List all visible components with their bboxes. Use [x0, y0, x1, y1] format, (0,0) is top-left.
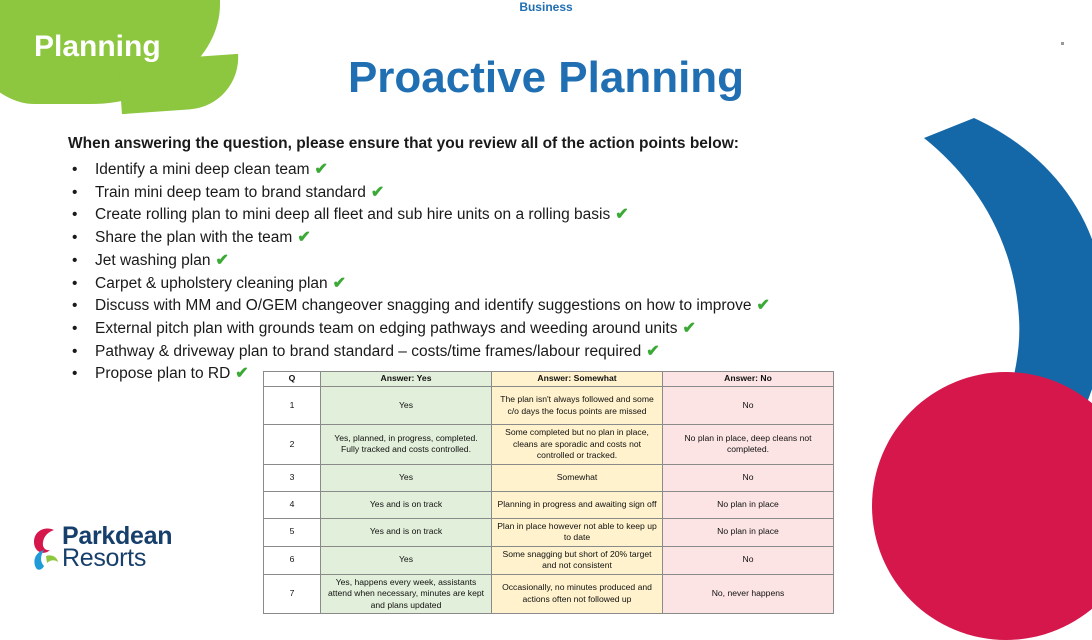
table-row — [264, 574, 834, 614]
table-cell-yes: Yes, happens every week, assistants attend when necessary, minutes are kept and plans updated — [321, 574, 492, 614]
table-cell-yes: Yes — [321, 546, 492, 574]
answers-table — [263, 371, 834, 614]
table-cell-q: 4 — [264, 491, 321, 518]
table-row — [264, 546, 834, 574]
table-row — [264, 518, 834, 546]
action-point-item — [68, 318, 948, 341]
action-point-text: Jet washing plan — [95, 251, 211, 269]
action-point-item — [68, 295, 948, 318]
table-row — [264, 464, 834, 491]
action-point-text: Carpet & upholstery cleaning plan — [95, 274, 328, 292]
planning-badge-label: Planning — [34, 30, 161, 63]
table-cell-q: 1 — [264, 387, 321, 425]
table-cell-no: No, never happens — [663, 574, 834, 614]
check-icon: ✔ — [332, 274, 347, 292]
logo-line-2: Resorts — [62, 544, 147, 572]
table-cell-q: 3 — [264, 464, 321, 491]
table-cell-somewhat: Some completed but no plan in place, cleans are sporadic and costs not controlled or tracked. — [492, 425, 663, 465]
table-cell-yes: Yes — [321, 464, 492, 491]
table-header-row — [264, 372, 834, 387]
action-point-item — [68, 273, 948, 296]
table-cell-no: No plan in place — [663, 518, 834, 546]
action-point-text: Train mini deep team to brand standard — [95, 183, 366, 201]
table-cell-q: 6 — [264, 546, 321, 574]
table-row — [264, 491, 834, 518]
table-cell-somewhat: Somewhat — [492, 464, 663, 491]
action-points-list — [68, 159, 948, 386]
check-icon: ✔ — [235, 365, 249, 383]
answers-table-wrap — [263, 371, 833, 614]
check-icon: ✔ — [682, 319, 696, 337]
table-header-q: Q — [264, 372, 321, 387]
table-cell-somewhat: The plan isn't always followed and some c/o days the focus points are missed — [492, 387, 663, 425]
check-icon: ✔ — [615, 206, 629, 224]
table-row — [264, 387, 834, 425]
kicker-text: Business — [519, 0, 573, 14]
content-area — [68, 135, 948, 386]
table-cell-no: No plan in place, deep cleans not completed. — [663, 425, 834, 465]
decorative-dot — [1061, 42, 1064, 45]
table-cell-no: No — [663, 387, 834, 425]
table-cell-somewhat: Plan in place however not able to keep up to date — [492, 518, 663, 546]
pink-circle-shape — [872, 372, 1092, 640]
action-point-text: Discuss with MM and O/GEM changeover snagging and identify suggestions on how to improve — [95, 297, 752, 315]
table-cell-no: No — [663, 464, 834, 491]
table-cell-somewhat: Planning in progress and awaiting sign off — [492, 491, 663, 518]
action-point-text: Share the plan with the team — [95, 229, 293, 247]
table-cell-q: 5 — [264, 518, 321, 546]
table-header-no: Answer: No — [663, 372, 834, 387]
check-icon: ✔ — [756, 297, 770, 315]
check-icon: ✔ — [297, 229, 311, 247]
table-cell-yes: Yes and is on track — [321, 491, 492, 518]
logo-wordmark — [62, 524, 172, 571]
check-icon: ✔ — [370, 183, 385, 201]
table-cell-somewhat: Some snagging but short of 20% target and not consistent — [492, 546, 663, 574]
action-point-text: Create rolling plan to mini deep all fleet and sub hire units on a rolling basis — [95, 206, 611, 224]
action-point-item — [68, 341, 948, 364]
action-point-item — [68, 227, 948, 250]
parkdean-resorts-logo — [30, 524, 210, 592]
logo-mark-icon — [30, 526, 60, 572]
table-cell-yes: Yes — [321, 387, 492, 425]
table-cell-no: No — [663, 546, 834, 574]
table-cell-no: No plan in place — [663, 491, 834, 518]
action-point-item — [68, 250, 948, 273]
action-point-item — [68, 182, 948, 205]
action-point-text: Propose plan to RD — [95, 365, 231, 383]
lead-instruction: When answering the question, please ensure that you review all of the action points below: — [68, 135, 739, 152]
table-cell-somewhat: Occasionally, no minutes produced and actions often not followed up — [492, 574, 663, 614]
table-cell-q: 7 — [264, 574, 321, 614]
table-header-somewhat: Answer: Somewhat — [492, 372, 663, 387]
action-point-item — [68, 159, 948, 182]
table-cell-yes: Yes and is on track — [321, 518, 492, 546]
check-icon: ✔ — [646, 342, 660, 360]
logo-line-1: Parkdean — [62, 522, 173, 550]
table-cell-q: 2 — [264, 425, 321, 465]
action-point-text: Identify a mini deep clean team — [95, 161, 310, 178]
table-header-yes: Answer: Yes — [321, 372, 492, 387]
page-title: Proactive Planning — [347, 53, 745, 103]
check-icon: ✔ — [314, 161, 328, 178]
table-row — [264, 425, 834, 465]
table-cell-yes: Yes, planned, in progress, completed. Fully tracked and costs controlled. — [321, 425, 492, 465]
action-point-text: External pitch plan with grounds team on edging pathways and weeding around units — [95, 319, 678, 337]
action-point-item — [68, 204, 948, 227]
action-point-text: Pathway & driveway plan to brand standard – costs/time frames/labour required — [95, 342, 642, 360]
check-icon: ✔ — [215, 251, 229, 269]
